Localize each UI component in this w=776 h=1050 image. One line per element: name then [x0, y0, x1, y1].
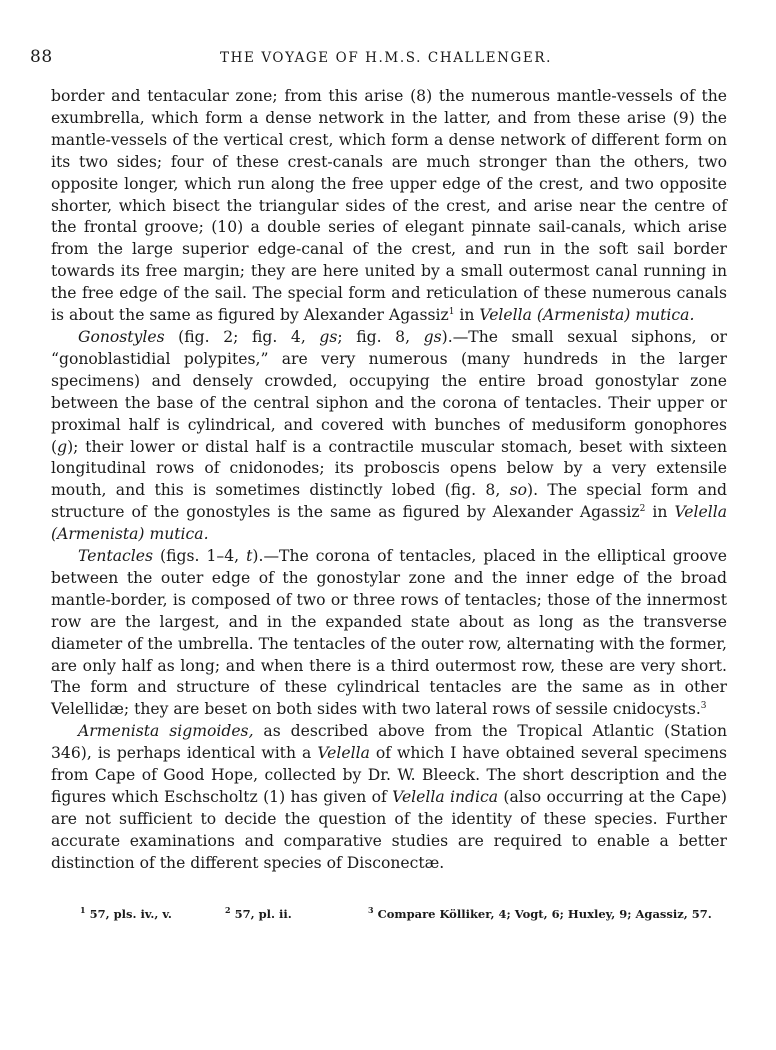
- footnote-marker: 1: [80, 905, 86, 915]
- italic-text: gs: [423, 327, 442, 346]
- page-number: 88: [30, 47, 53, 67]
- text-run: ).—The corona of tentacles, placed in the elliptical groove between the outer edge of the gonostylar zone and the inner edge of the broad mantle-border, is composed of two or three rows of tentacles; those of the innermost row are the largest, and in the expanded state about as long as the transverse diameter of the umbrella. The tentacles of the outer row, alternating with the former, are only half as long; and when there is a third outermost row, these are very short. The form and structure of these cylindrical tentacles are the same as in other Velellidæ; they are beset on both sides with two lateral rows of sessile cnidocysts.: [51, 547, 727, 719]
- paragraph-mantle-vessels: [51, 86, 727, 327]
- italic-text: gs: [319, 327, 338, 346]
- text-run: (also occurring at the Cape) are not sufficient to decide the question of the identity of these species. Further accurate examinations and comparative studies are required to enable a better distinction of the different species of Disconectæ.: [51, 788, 727, 872]
- footnote-marker: 2: [225, 905, 231, 915]
- footnote-reference: 2: [639, 504, 646, 515]
- text-run: ).—The small sexual siphons, or “gonoblastidial polypites,” are very numerous (many hundreds in the larger specimens) and densely crowded, occupying the entire broad gonostylar zone between the base of the central siphon and the corona of tentacles. Their upper or proximal half is cylindrical, and covered with bunches of medusiform gonophores (: [51, 327, 728, 456]
- italic-text: Velella indica: [392, 788, 499, 806]
- text-run: ; fig. 8,: [337, 327, 424, 346]
- footnote-1: [80, 905, 172, 921]
- running-header: THE VOYAGE OF H.M.S. CHALLENGER.: [220, 50, 553, 66]
- footnote-marker: 3: [368, 905, 374, 915]
- footnote-2: [225, 905, 292, 921]
- footnote-text: 57, pl. ii.: [230, 906, 292, 921]
- footnote-text: Compare Kölliker, 4; Vogt, 6; Huxley, 9; Agassiz, 57.: [373, 906, 712, 921]
- paragraph-tentacles: [51, 546, 727, 721]
- footnote-3: [368, 905, 712, 921]
- body-text: [51, 86, 727, 875]
- text-run: as described above from the Tropical Atlantic (Station 346), is perhaps identical with a: [51, 722, 727, 763]
- footnote-reference: 3: [700, 701, 707, 712]
- paragraph-gonostyles: [51, 327, 727, 546]
- italic-text: g: [57, 437, 68, 456]
- italic-text: Velella (Armenista) mutica.: [479, 306, 695, 325]
- italic-text: so: [509, 481, 528, 500]
- text-run: in: [454, 306, 480, 325]
- text-run: ). The special form and structure of the gonostyles is the same as figured by Alexander Agassiz: [51, 481, 727, 522]
- italic-text: Tentacles: [78, 547, 153, 566]
- paragraph-armenista-sigmoides: [51, 721, 727, 874]
- italic-text: Gonostyles: [78, 327, 165, 346]
- text-run: border and tentacular zone; from this arise (8) the numerous mantle-vessels of the exumbrella, which form a dense network in the latter, and from these arise (9) the mantle-vessels of the vertical crest, which form a dense network of different form on its two sides; four of these crest-canals are much stronger than the others, two opposite longer, which run along the free upper edge of the crest, and two opposite shorter, which bisect the triangular sides of the crest, and arise near the centre of the frontal groove; (10) a double series of elegant pinnate sail-canals, which arise from the large superior edge-canal of the crest, and run in the soft sail border towards its free margin; they are here united by a small outermost canal running in the free edge of the sail. The special form and reticulation of these numerous canals is about the same as figured by Alexander Agassiz: [51, 87, 727, 325]
- italic-text: Velella (Armenista) mutica.: [51, 503, 727, 544]
- text-run: of which I have obtained several specimens from Cape of Good Hope, collected by Dr. W. Bleeck. The short description and the figures which Eschscholtz (1) has given of: [51, 744, 727, 806]
- text-run: in: [645, 503, 675, 522]
- text-run: (fig. 2; fig. 4,: [164, 327, 320, 346]
- footnote-text: 57, pls. iv., v.: [85, 906, 172, 921]
- italic-text: t: [246, 547, 253, 566]
- text-run: ); their lower or distal half is a contractile muscular stomach, beset with sixteen longitudinal rows of cnidonodes; its proboscis opens below by a very extensile mouth, and this is sometimes distinctly lobed (fig. 8,: [51, 437, 727, 500]
- text-run: (figs. 1–4,: [152, 547, 247, 566]
- italic-text: Armenista sigmoides,: [78, 722, 254, 741]
- italic-text: Velella: [317, 744, 370, 763]
- footnote-reference: 1: [448, 306, 455, 317]
